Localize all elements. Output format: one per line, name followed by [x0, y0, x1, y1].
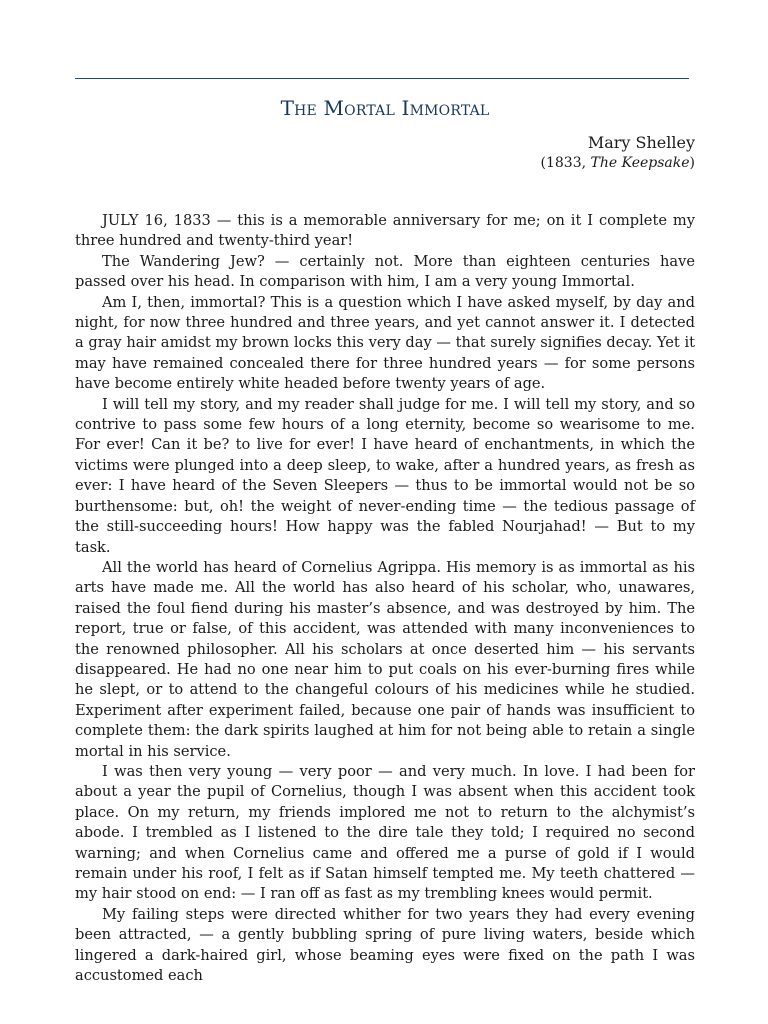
paragraph: Am I, then, immortal? This is a question which I have asked myself, by day and night, for now three hundred and three years, and yet cannot answer it. I detected a gray hair amidst my brown locks this very day — that surely signifies decay. Yet it may have remained concealed there for three hundred years — for some persons have become entirely white headed before twenty years of age. [75, 293, 695, 393]
paragraph: I will tell my story, and my reader shall judge for me. I will tell my story, and so contrive to pass some few hours of a long eternity, become so wearisome to me. For ever! Can it be? to live for ever! I have heard of enchantments, in which the victims were plunged into a deep sleep, to wake, after a hundred years, as fresh as ever: I have heard of the Seven Sleepers — thus to be immortal would not be so burthensome: but, oh! the weight of never-ending time — the tedious passage of the still-succeeding hours! How happy was the fabled Nourjahad! — But to my task. [75, 395, 695, 556]
story-body [75, 211, 695, 986]
source-prefix: (1833, [540, 155, 591, 171]
source-suffix: ) [689, 155, 695, 171]
paragraph: The Wandering Jew? — certainly not. More than eighteen centuries have passed over his head. In comparison with him, I am a very young Immortal. [75, 252, 695, 291]
story-title: The Mortal Immortal [280, 96, 490, 120]
header-rule [75, 78, 689, 79]
source-citation [541, 153, 695, 173]
author-name: Mary Shelley [587, 133, 695, 152]
source-publication: The Keepsake [590, 155, 690, 171]
paragraph: My failing steps were directed whither for two years they had every evening been attracted, — a gently bubbling spring of pure living waters, beside which lingered a dark-haired girl, whose beaming eyes were fixed on the path I was accustomed each [75, 905, 695, 985]
paragraph: I was then very young — very poor — and very much. In love. I had been for about a year the pupil of Cornelius, though I was absent when this accident took place. On my return, my friends implored me not to return to the alchymist’s abode. I trembled as I listened to the dire tale they told; I required no second warning; and when Cornelius came and offered me a purse of gold if I would remain under his roof, I felt as if Satan himself tempted me. My teeth chattered — my hair stood on end: — I ran off as fast as my trembling knees would permit. [75, 762, 695, 903]
paragraph: All the world has heard of Cornelius Agrippa. His memory is as immortal as his arts have made me. All the world has also heard of his scholar, who, unawares, raised the foul fiend during his master’s absence, and was destroyed by him. The report, true or false, of this accident, was attended with many inconveniences to the renowned philosopher. All his scholars at once deserted him — his servants disappeared. He had no one near him to put coals on his ever-burning fires while he slept, or to attend to the changeful colours of his medicines while he studied. Experiment after experiment failed, because one pair of hands was insufficient to complete them: the dark spirits laughed at him for not being able to retain a single mortal in his service. [75, 558, 695, 760]
paragraph: JULY 16, 1833 — this is a memorable anniversary for me; on it I complete my three hundred and twenty-third year! [75, 212, 695, 250]
document-page [75, 0, 695, 1024]
